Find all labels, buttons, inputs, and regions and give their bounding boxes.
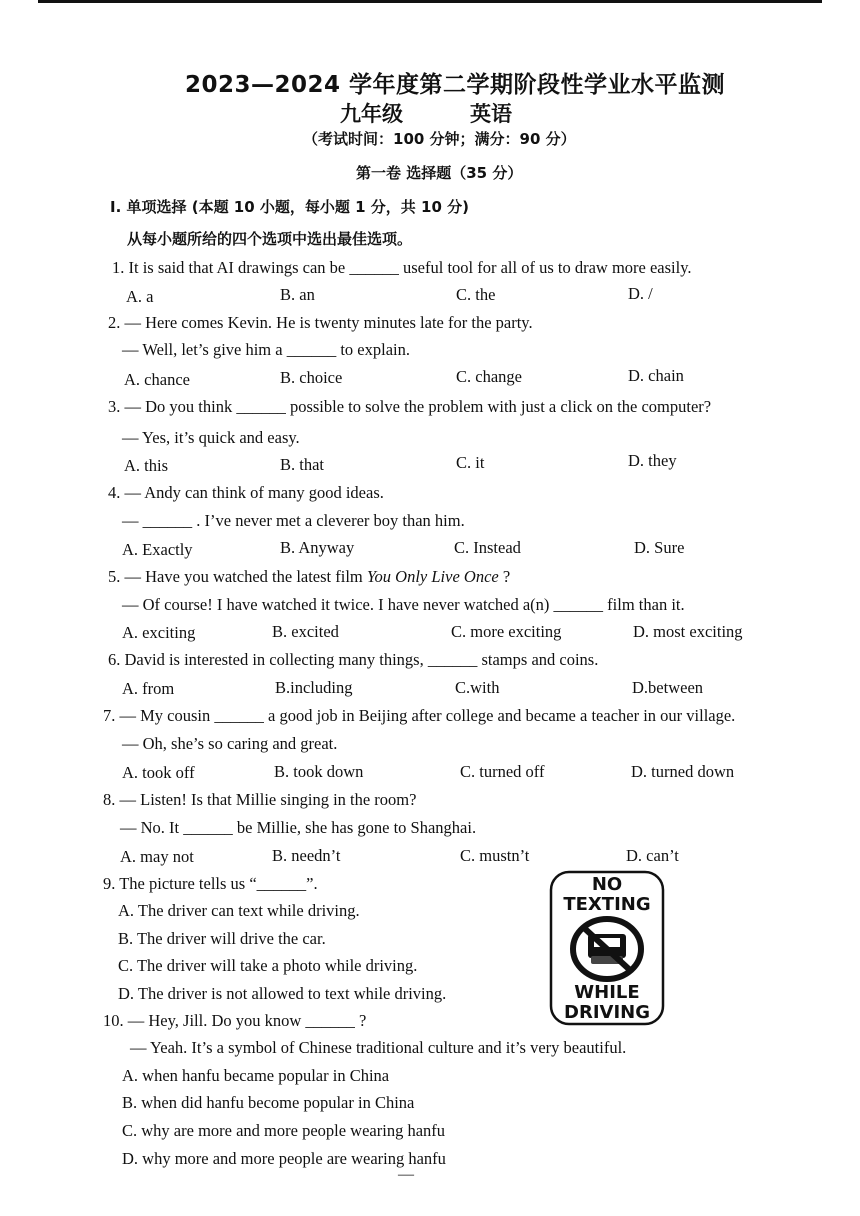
- q6-option-a[interactable]: A. from: [122, 679, 175, 698]
- exam-title: 2023—2024 学年度第二学期阶段性学业水平监测: [185, 72, 726, 98]
- q4-option-d[interactable]: D. Sure: [634, 538, 685, 557]
- q2-option-a[interactable]: A. chance: [124, 370, 190, 389]
- question-5-stem-line1: [108, 567, 510, 587]
- question-7-stem-line2: — Oh, she’s so caring and great.: [122, 734, 338, 753]
- q3-option-b[interactable]: B. that: [280, 455, 324, 474]
- section-instruction: 从每小题所给的四个选项中选出最佳选项。: [127, 230, 413, 248]
- q7-option-c[interactable]: C. turned off: [460, 762, 545, 781]
- section-heading: I. 单项选择 (本题 10 小题，每小题 1 分，共 10 分): [110, 198, 469, 216]
- question-1-stem: 1. It is said that AI drawings can be ______ useful tool for all of us to draw more easily.: [112, 258, 692, 277]
- page-mark: —: [398, 1166, 414, 1183]
- q6-option-b[interactable]: B.including: [275, 678, 353, 697]
- q1-option-a[interactable]: A. a: [126, 287, 154, 306]
- q5-option-b[interactable]: B. excited: [272, 622, 339, 641]
- q4-option-b[interactable]: B. Anyway: [280, 538, 355, 557]
- q7-option-b[interactable]: B. took down: [274, 762, 364, 781]
- q1-option-b[interactable]: B. an: [280, 285, 315, 304]
- subject-label: 英语: [470, 102, 512, 126]
- q8-option-b[interactable]: B. needn’t: [272, 846, 341, 865]
- q7-option-d[interactable]: D. turned down: [631, 762, 735, 781]
- q5-option-c[interactable]: C. more exciting: [451, 622, 562, 641]
- q9-option-c[interactable]: C. The driver will take a photo while driving.: [118, 956, 418, 975]
- no-texting-while-driving-sign: [549, 870, 665, 1026]
- question-7-stem-line1: 7. — My cousin ______ a good job in Beijing after college and became a teacher in our village.: [103, 706, 736, 725]
- question-8-stem-line2: — No. It ______ be Millie, she has gone to Shanghai.: [120, 818, 477, 837]
- q7-option-a[interactable]: A. took off: [122, 763, 195, 782]
- q10-option-d[interactable]: D. why more and more people are wearing hanfu: [122, 1149, 446, 1168]
- q5-stem-post: ?: [498, 567, 511, 586]
- q3-option-d[interactable]: D. they: [628, 451, 677, 470]
- sign-line-while: WHILE: [574, 982, 640, 1003]
- q10-option-b[interactable]: B. when did hanfu become popular in China: [122, 1093, 415, 1112]
- no-phone-prohibition-icon: [573, 919, 641, 979]
- q4-option-c[interactable]: C. Instead: [454, 538, 521, 557]
- question-6-stem: 6. David is interested in collecting many things, ______ stamps and coins.: [108, 650, 599, 669]
- q2-option-b[interactable]: B. choice: [280, 368, 343, 387]
- q1-option-d[interactable]: D. /: [628, 284, 653, 303]
- q1-option-c[interactable]: C. the: [456, 285, 496, 304]
- question-3-stem-line2: — Yes, it’s quick and easy.: [122, 428, 300, 447]
- q10-option-a[interactable]: A. when hanfu became popular in China: [122, 1066, 390, 1085]
- q9-option-b[interactable]: B. The driver will drive the car.: [118, 929, 326, 948]
- question-4-stem-line1: 4. — Andy can think of many good ideas.: [108, 483, 384, 502]
- q9-option-d[interactable]: D. The driver is not allowed to text while driving.: [118, 984, 447, 1003]
- q10-option-c[interactable]: C. why are more and more people wearing hanfu: [122, 1121, 446, 1140]
- q2-option-d[interactable]: D. chain: [628, 366, 684, 385]
- question-3-stem-line1: 3. — Do you think ______ possible to solve the problem with just a click on the computer?: [108, 397, 712, 416]
- q5-option-a[interactable]: A. exciting: [122, 623, 196, 642]
- question-4-stem-line2: — ______ . I’ve never met a cleverer boy than him.: [122, 511, 465, 530]
- grade-label: 九年级: [340, 102, 403, 126]
- question-5-stem-line2: — Of course! I have watched it twice. I have never watched a(n) ______ film than it.: [122, 595, 685, 614]
- q6-option-c[interactable]: C.with: [455, 678, 500, 697]
- q8-option-a[interactable]: A. may not: [120, 847, 194, 866]
- q5-stem-pre: 5. — Have you watched the latest film: [108, 567, 367, 586]
- question-10-stem-line1: 10. — Hey, Jill. Do you know ______ ?: [103, 1011, 367, 1030]
- q8-option-d[interactable]: D. can’t: [626, 846, 679, 865]
- q6-option-d[interactable]: D.between: [632, 678, 704, 697]
- question-10-stem-line2: — Yeah. It’s a symbol of Chinese traditional culture and it’s very beautiful.: [130, 1038, 627, 1057]
- part-title: 第一卷 选择题（35 分）: [356, 164, 523, 182]
- q8-option-c[interactable]: C. mustn’t: [460, 846, 530, 865]
- q3-option-a[interactable]: A. this: [124, 456, 169, 475]
- sign-line-texting: TEXTING: [563, 894, 651, 915]
- question-8-stem-line1: 8. — Listen! Is that Millie singing in the room?: [103, 790, 417, 809]
- top-rule: [38, 0, 822, 3]
- question-9-stem: 9. The picture tells us “______”.: [103, 874, 318, 893]
- q9-option-a[interactable]: A. The driver can text while driving.: [118, 901, 360, 920]
- sign-line-no: NO: [591, 874, 623, 895]
- q3-option-c[interactable]: C. it: [456, 453, 485, 472]
- exam-info: （考试时间：100 分钟；满分：90 分）: [303, 130, 576, 148]
- question-2-stem-line1: 2. — Here comes Kevin. He is twenty minutes late for the party.: [108, 313, 533, 332]
- q5-film-title: You Only Live Once: [366, 567, 499, 586]
- q5-option-d[interactable]: D. most exciting: [633, 622, 743, 641]
- question-2-stem-line2: — Well, let’s give him a ______ to explain.: [122, 340, 410, 359]
- q4-option-a[interactable]: A. Exactly: [122, 540, 193, 559]
- sign-line-driving: DRIVING: [564, 1002, 650, 1023]
- q2-option-c[interactable]: C. change: [456, 367, 522, 386]
